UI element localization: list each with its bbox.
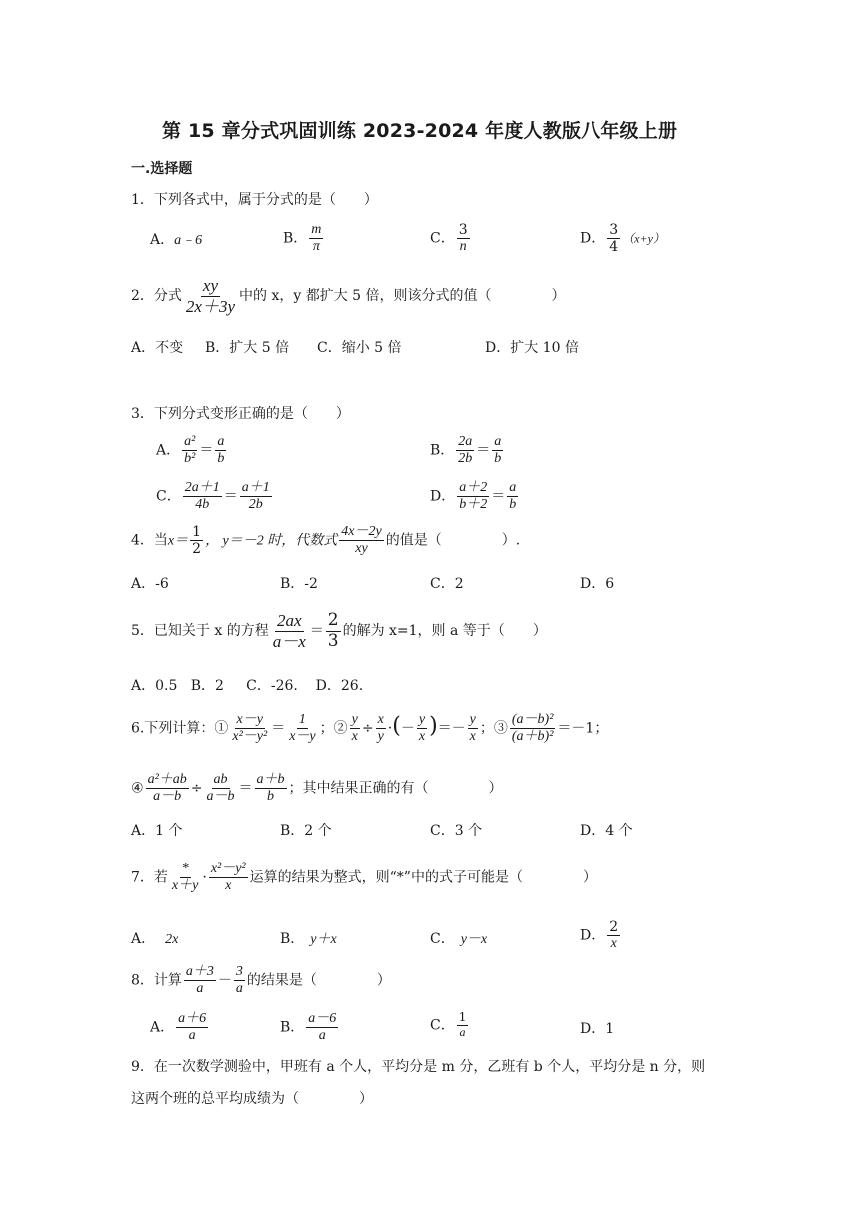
question-8-option-a: A． $\frac{a+6}{a}$ [150,1011,207,1044]
question-7-option-d: D． $\frac{2}{x}$ [580,919,619,952]
question-6-line-2: ④ $\frac{\text{a²＋ab}}{a-b}$ ÷ $\frac{ab}{a-b}$ ＝ $\frac{a+b}{b}$ ；其中结果正确的有（ ） [131,772,503,805]
question-8-stem: 8．计算 $\frac{a+3}{a}$ － $\frac{3}{a}$ 的结果是（ ） [131,964,391,997]
section-heading: 一.选择题 [131,161,193,177]
question-2-option-c: C．缩小 5 倍 [317,340,402,356]
question-6-option-d: D．4 个 [580,823,633,839]
question-4-option-b: B．-2 [280,576,318,592]
question-3-stem: 3．下列分式变形正确的是（ ） [131,406,350,422]
question-7-option-b: B． y＋x [280,931,337,947]
question-4-stem: 4．当x＝ $\frac{1}{2}$ ， y＝－2 时，代数式 $\frac{4x-2y}{xy}$ 的值是（ ）. [131,524,521,558]
question-1-option-d: D． $\frac{3}{4}$ （x+y） [580,222,665,256]
question-1-option-b: B． $\frac{m}{\pi}$ [283,222,322,255]
question-7-stem: 7．若 $\frac{*}{x+y}$ · $\frac{\text{x²－y²}}{x}$ 运算的结果为整式，则“*”中的式子可能是（ ） [131,861,597,894]
question-6-option-b: B．2 个 [280,823,332,839]
question-2-option-a: A．不变 [131,340,184,356]
question-7-option-c: C． y－x [430,931,488,947]
question-4-option-a: A．-6 [131,576,169,592]
question-3-option-b: B． $\frac{2a}{2b}$ ＝ $\frac{a}{b}$ [430,434,502,467]
question-2-option-b: B．扩大 5 倍 [205,340,290,356]
page-title: 第 15 章分式巩固训练 2023-2024 年度人教版八年级上册 [162,120,678,142]
question-3-option-a: A． $\frac{\text{a²}}{\text{b²}}$ ＝ $\frac{a}{b}$ [156,434,225,467]
question-4-option-c: C．2 [430,576,464,592]
question-3-option-c: C． $\frac{2a+1}{4b}$ ＝ $\frac{a+1}{2b}$ [156,480,270,513]
question-8-option-b: B． $\frac{a-6}{a}$ [280,1011,337,1044]
question-2-stem: 2．分式 $\frac{xy}{2x+3y}$ 中的 x，y 都扩大 5 倍，则该分式的值（ ） [131,276,566,316]
question-9-line-1: 9．在一次数学测验中，甲班有 a 个人，平均分是 m 分，乙班有 b 个人，平均分是 n 分，则 [131,1059,706,1075]
question-6-line-1: 6.下列计算：① $\frac{x-y}{\text{x²－y²}}$ ＝ $\frac{1}{x-y}$ ；② $\frac{y}{x}$ ÷ $\frac{x}{y}$ ·(－ $\frac{y}{x}$ )＝－ $\frac{y}{x}$ ；③ $\frac{\text{(a－b)²}}{\text{(a＋b)²}}$ ＝－1； [131,712,609,745]
question-7-option-a: A． 2x [131,931,179,947]
question-8-option-d: D．1 [580,1021,615,1037]
question-1-option-a: A．a﹣6 [150,232,203,248]
question-6-option-c: C．3 个 [430,823,483,839]
question-5-options: A．0.5 B．2 C．-26. D．26. [131,678,364,694]
question-4-option-d: D．6 [580,576,615,592]
question-6-option-a: A．1 个 [131,823,183,839]
question-8-option-c: C． $\frac{1}{a}$ [430,1010,467,1039]
question-1-option-c: C． $\frac{3}{n}$ [430,222,468,255]
question-3-option-d: D． $\frac{a+2}{b+2}$ ＝ $\frac{a}{b}$ [430,480,517,513]
question-2-option-d: D．扩大 10 倍 [485,340,579,356]
question-5-stem: 5．已知关于 x 的方程 $\frac{2ax}{a-x}$ ＝ $\frac{2}{3}$ 的解为 x=1，则 a 等于（ ） [131,610,547,651]
question-1-stem: 1．下列各式中，属于分式的是（ ） [131,192,378,208]
question-9-line-2: 这两个班的总平均成绩为（ ） [131,1091,373,1107]
